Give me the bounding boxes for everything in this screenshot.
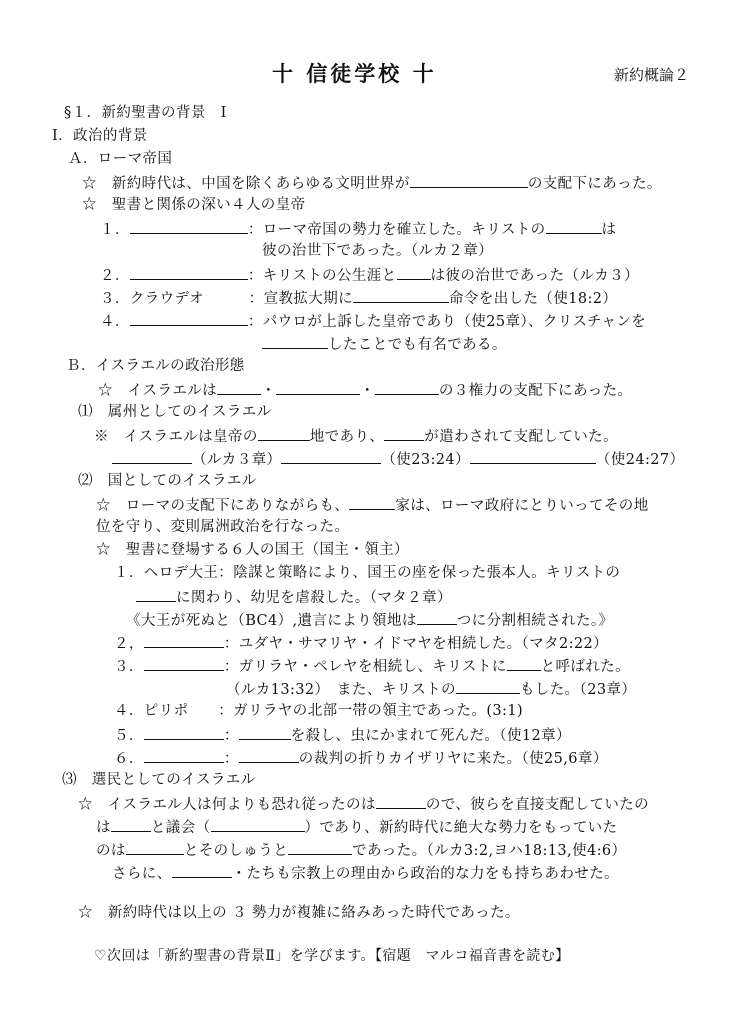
line-a-star-1 [82,172,662,194]
line-text: （ルカ３章） [192,452,282,468]
line-b-sub-2-star-2 [96,540,409,560]
answer-blank[interactable] [276,379,360,395]
line-b-sub-2 [78,471,257,491]
line-text: ：キリストの公生涯と [247,268,397,284]
line-b-sub-3-star-d [112,862,619,884]
line-text: ６． [114,751,144,767]
answer-blank[interactable] [507,655,541,671]
line-b-sub-2-star-1 [96,494,649,516]
line-text: の裁判の折りカイザリヤに来た。（使25,6章） [298,751,608,767]
line-text: ４． [100,314,130,330]
line-text: ２． [100,268,130,284]
line-text: ♡次回は「新約聖書の背景Ⅱ」を学びます。【宿題 マルコ福音書を読む】 [94,948,570,964]
answer-blank[interactable] [349,494,395,510]
line-footer [94,946,570,966]
line-b-star-1 [98,379,632,401]
line-king-3b [226,678,636,700]
line-text: ３． [114,659,144,675]
answer-blank[interactable] [417,609,457,625]
line-a-item-4 [100,310,646,332]
line-b-sub-1-note [94,425,618,447]
line-text: に関わり、幼児を虐殺した。（マタ２章） [176,590,452,606]
line-text: §１．新約聖書の背景 Ⅰ [64,105,227,121]
line-text: １．ヘロデ大王：陰謀と策略により、国王の座を保った張本人。キリストの [114,565,621,581]
answer-blank[interactable] [258,425,310,441]
line-text: ・たちも宗教上の理由から政治的な力をも持ちあわせた。 [231,866,620,882]
line-text: が遣わされて支配していた。 [424,429,618,445]
line-text: ５． [114,728,144,744]
line-text: ☆ イスラエルは [98,383,218,399]
line-text: ：パウロが上訴した皇帝であり（使25章）、クリスチャンを [247,314,647,330]
answer-blank[interactable] [376,793,426,809]
answer-blank[interactable] [288,839,352,855]
line-b-sub-3-star [78,793,649,815]
answer-blank[interactable] [130,264,248,280]
line-a-item-3 [100,287,617,309]
page-title: 十 信徒学校 十 [272,61,437,86]
line-text: 家は、ローマ政府にとりいってその地 [395,498,649,514]
line-text: Ａ．ローマ帝国 [68,151,173,167]
line-heading-b [66,356,245,376]
line-heading-a [68,149,172,169]
answer-blank[interactable] [353,287,449,303]
line-section-heading [64,103,227,123]
line-summary [78,903,520,923]
line-text: 彼の治世下であった。（ルカ２章） [262,243,494,259]
answer-blank[interactable] [172,862,232,878]
line-text: １． [100,222,130,238]
line-king-1b [136,586,452,608]
line-text: の３権力の支配下にあった。 [438,383,633,399]
line-text: ：ローマ帝国の勢力を確立した。キリストの [247,222,546,238]
answer-blank[interactable] [239,747,299,763]
answer-blank[interactable] [239,724,291,740]
line-b-sub-3-star-c [96,839,626,861]
line-text: のは [96,843,126,859]
line-text: ⑵ 国としてのイスラエル [78,473,257,489]
line-text: ３．クラウデオ ：宣教拡大期に [100,291,354,307]
line-text: ☆ 新約時代は以上の ３ 勢力が複雑に絡みあった時代であった。 [78,905,520,921]
answer-blank[interactable] [384,425,424,441]
line-text: ：ユダヤ・サマリヤ・イドマヤを相続した。（マタ2:22） [223,636,609,652]
line-king-2 [114,632,608,654]
line-text: （使24:27） [595,452,685,468]
line-b-sub-1-refs [112,448,684,470]
line-text: ※ イスラエルは皇帝の [94,429,258,445]
line-king-6 [114,747,608,769]
answer-blank[interactable] [410,172,528,188]
line-text: Ⅰ．政治的背景 [52,128,148,144]
line-text: ⑴ 属州としてのイスラエル [78,404,272,420]
line-text: したことでも有名である。 [328,337,507,353]
line-a-item-4b [262,333,507,355]
line-text: ２， [114,636,144,652]
line-b-sub-3 [62,770,256,790]
answer-blank[interactable] [470,448,596,464]
course-label: 新約概論２ [614,66,690,84]
line-text: （ルカ13:32） また、キリストの [226,682,456,698]
line-a-star-2 [82,195,306,215]
answer-blank[interactable] [144,747,224,763]
answer-blank[interactable] [144,724,224,740]
line-b-sub-2-star-1b [96,517,349,537]
line-text: つに分割相続された。》 [456,613,614,629]
line-text: ☆ 聖書に登場する６人の国王（国主・領主） [96,542,409,558]
line-text: （使23:24） [381,452,470,468]
line-king-1c [126,609,613,631]
line-king-5 [114,724,571,746]
line-text: もした。（23章） [519,682,637,698]
answer-blank[interactable] [144,655,224,671]
line-text: 命令を出した（使18:2） [449,291,618,307]
answer-blank[interactable] [144,632,224,648]
line-text: 地であり、 [309,429,385,445]
line-text: ☆ イスラエル人は何よりも恐れ従ったのは [78,797,376,813]
answer-blank[interactable] [130,310,248,326]
line-b-sub-3-star-b [96,816,617,838]
line-a-item-2 [100,264,639,286]
answer-blank[interactable] [111,816,151,832]
answer-blank[interactable] [281,448,381,464]
line-text: ので、彼らを直接支配していたの [425,797,650,813]
line-text: とそのしゅうと [183,843,289,859]
line-text: ☆ 新約時代は、中国を除くあらゆる文明世界が [82,176,410,192]
line-text: を殺し、虫にかまれて死んだ。（使12章） [290,728,571,744]
line-text: ： [223,751,239,767]
line-text: の支配下にあった。 [527,176,662,192]
line-text: ： [223,728,239,744]
line-text: ⑶ 選民としてのイスラエル [62,772,256,788]
line-text: は [601,222,617,238]
answer-blank[interactable] [112,448,192,464]
answer-blank[interactable] [217,379,261,395]
line-b-sub-1 [78,402,272,422]
line-text: ☆ ローマの支配下にありながらも、 [96,498,350,514]
line-text: は [96,820,111,836]
answer-blank[interactable] [262,333,328,349]
line-a-item-1 [100,218,616,240]
line-heading-1 [52,126,148,146]
line-text: と議会（ [150,820,211,836]
answer-blank[interactable] [126,839,184,855]
line-text: であった。（ルカ3:2,ヨハ18:13,使4:6） [352,843,627,859]
line-text: Ｂ．イスラエルの政治形態 [66,358,245,374]
line-text: ☆ 聖書と関係の深い４人の皇帝 [82,197,306,213]
answer-blank[interactable] [546,218,602,234]
answer-blank[interactable] [130,218,248,234]
line-king-3 [114,655,630,677]
answer-blank[interactable] [375,379,439,395]
answer-blank[interactable] [397,264,431,280]
line-text: さらに、 [112,866,172,882]
line-a-item-1b [262,241,493,261]
line-text: ・ [261,383,276,399]
line-text: ４．ピリポ ：ガリラヤの北部一帯の領主であった。(3:1) [114,703,524,719]
line-text: と呼ばれた。 [540,659,631,675]
line-king-4 [114,701,523,721]
line-text: ）であり、新約時代に絶大な勢力をもっていた [304,820,618,836]
answer-blank[interactable] [211,816,305,832]
answer-blank[interactable] [136,586,176,602]
line-text: は彼の治世であった（ルカ３） [430,268,639,284]
line-text: ：ガリラヤ・ペレヤを相続し、キリストに [223,659,507,675]
line-text: ・ [359,383,375,399]
answer-blank[interactable] [456,678,520,694]
line-text: 位を守り、変則属洲政治を行なった。 [96,519,350,535]
line-king-1 [114,563,620,583]
line-text: 《大王が死ぬと（BC4）,遺言により領地は [126,613,417,629]
